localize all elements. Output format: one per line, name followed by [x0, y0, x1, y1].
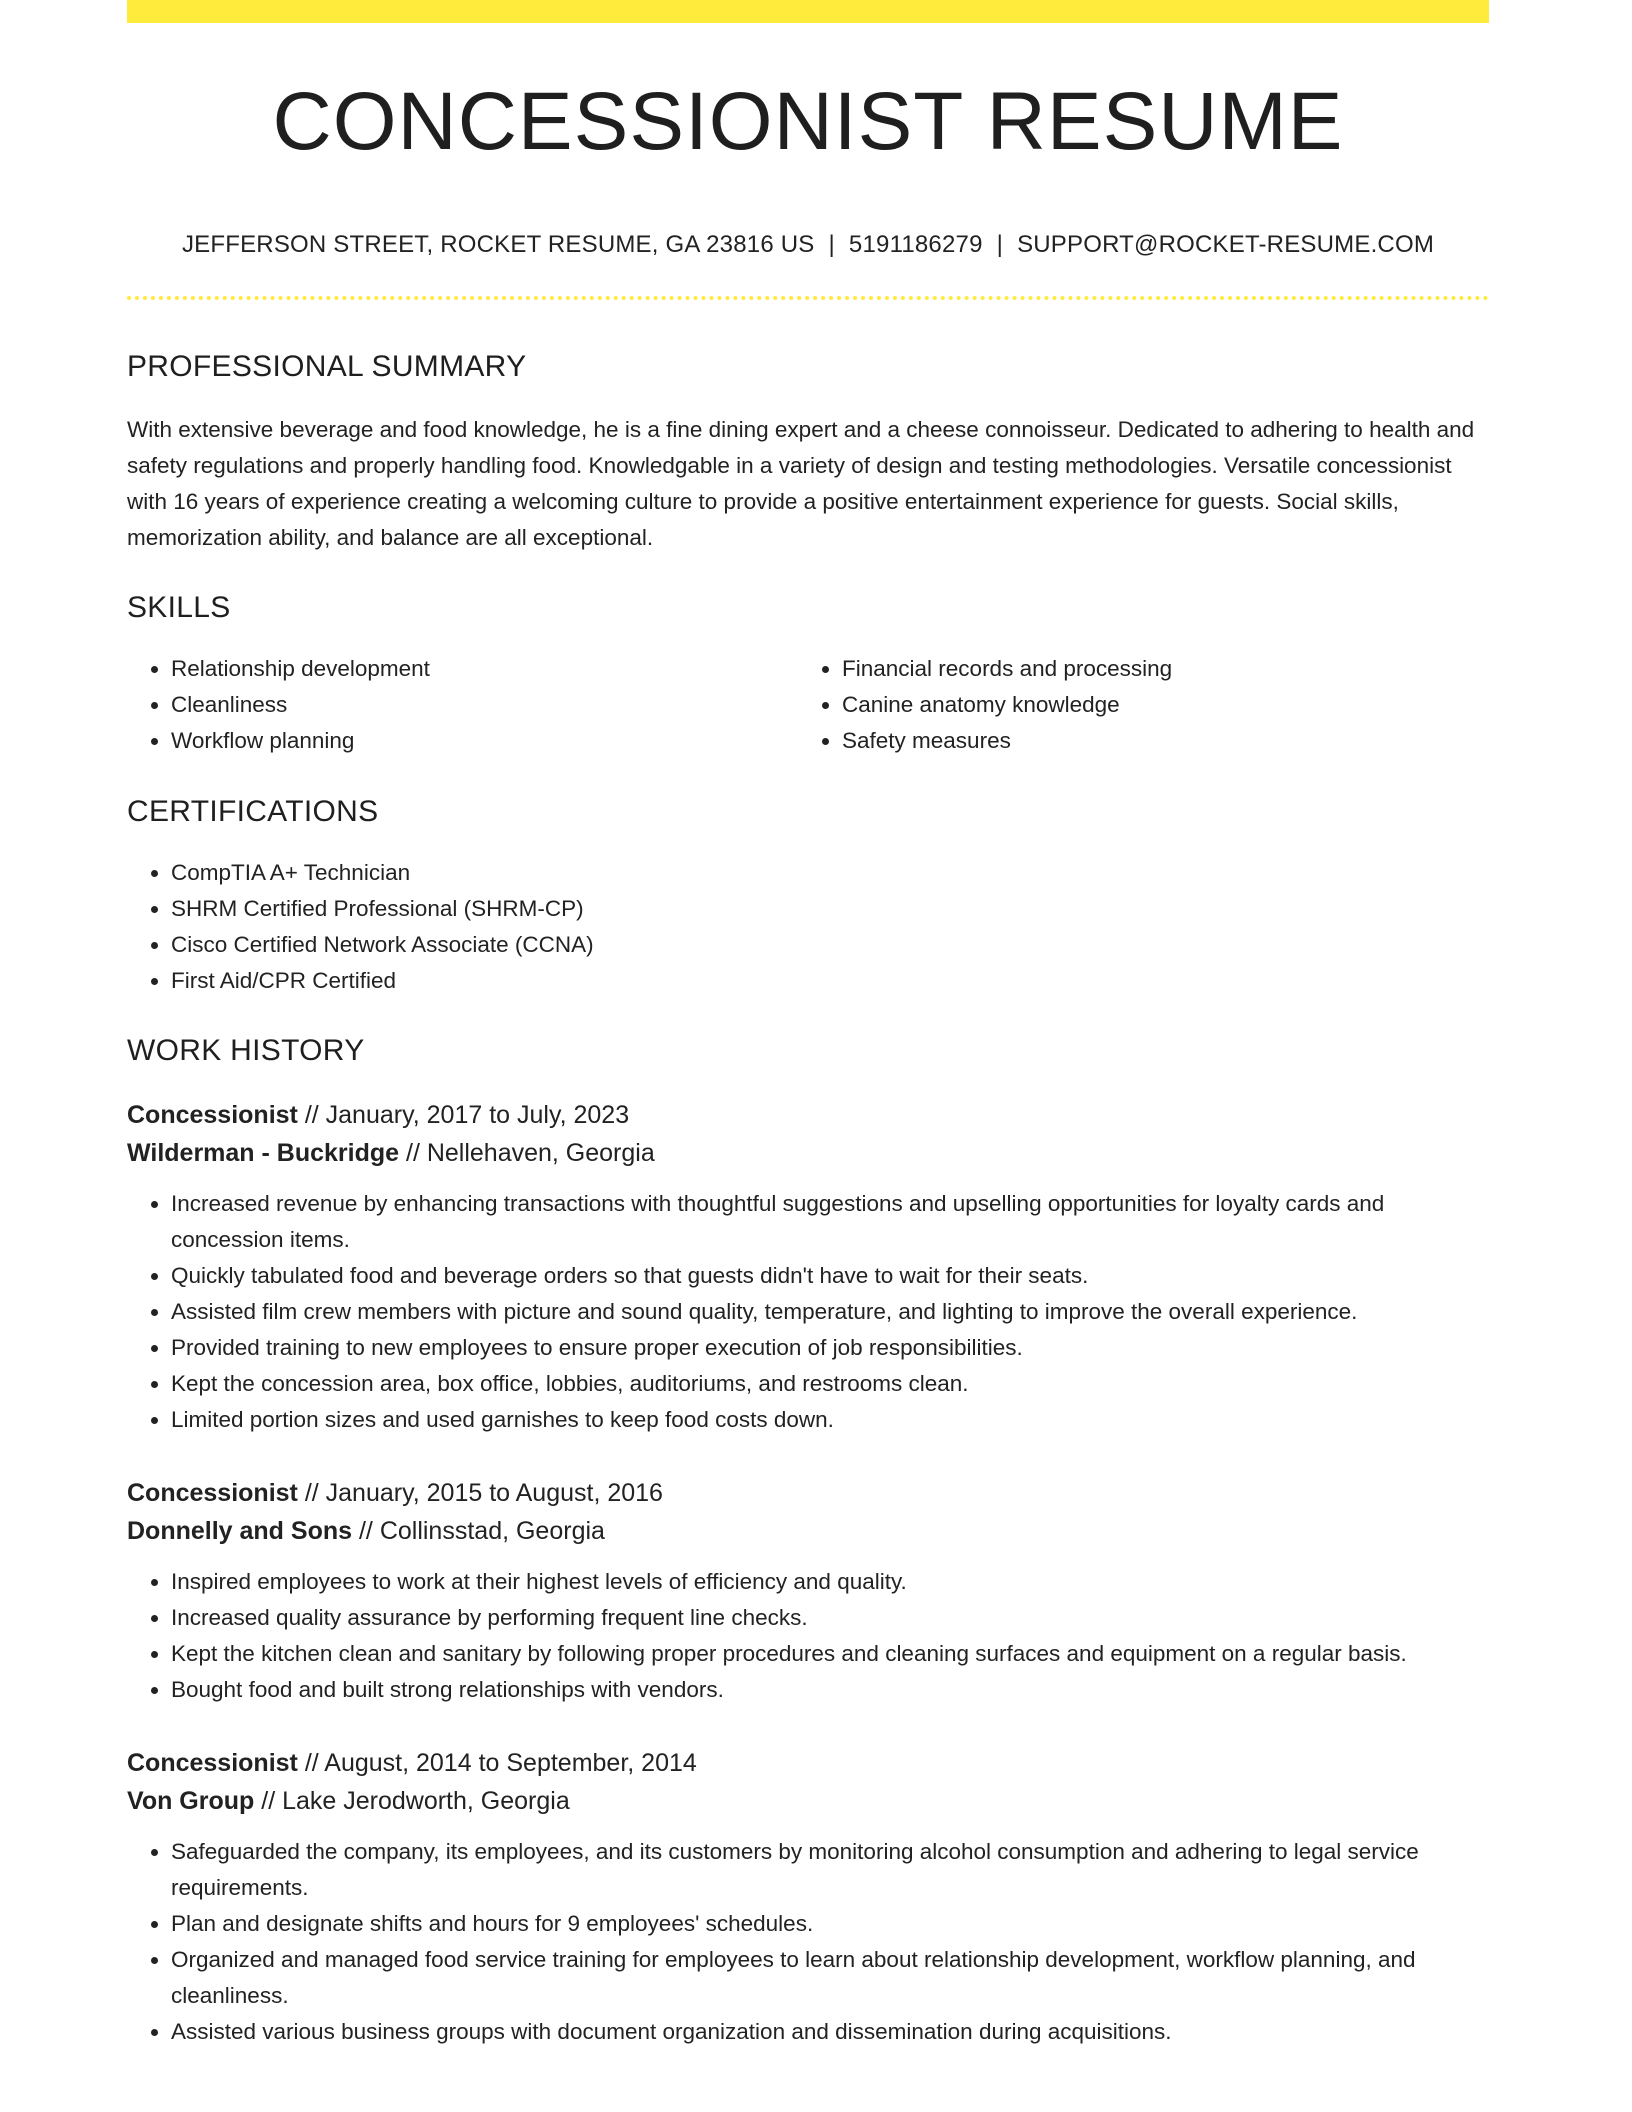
skills-column-right: [798, 651, 1469, 759]
skills-grid: [127, 651, 1489, 759]
list-item: • Assisted various business groups with document organization and dissemination during acquisitions.: [171, 2014, 1489, 2050]
contact-phone: 5191186279: [848, 231, 983, 258]
job-company-line: [127, 1512, 1489, 1550]
job-dates: // January, 2017 to July, 2023: [297, 1101, 630, 1129]
list-item: • Workflow planning: [171, 723, 798, 759]
skills-list-right: [798, 651, 1469, 759]
list-item: • Kept the kitchen clean and sanitary by following proper procedures and cleaning surfaces and equipment on a regular basis.: [171, 1636, 1489, 1672]
skills-section: [127, 593, 1489, 759]
list-item: • Kept the concession area, box office, lobbies, auditoriums, and restrooms clean.: [171, 1366, 1489, 1402]
contact-address: JEFFERSON STREET, ROCKET RESUME, GA 23816 US: [181, 231, 815, 258]
skills-heading: SKILLS: [127, 591, 231, 624]
list-item: • First Aid/CPR Certified: [171, 963, 1489, 999]
job-dates: // January, 2015 to August, 2016: [297, 1479, 663, 1507]
list-item: • Cisco Certified Network Associate (CCNA): [171, 927, 1489, 963]
contact-separator: |: [828, 231, 835, 258]
job-entry: [127, 1096, 1489, 1438]
job-company: Wilderman - Buckridge: [127, 1139, 400, 1167]
list-item: • Cleanliness: [171, 687, 798, 723]
certifications-list: [127, 855, 1489, 999]
work-history-section: [127, 1036, 1489, 2050]
certifications-heading: CERTIFICATIONS: [127, 795, 379, 828]
job-bullets: [127, 1834, 1489, 2050]
resume-title: CONCESSIONIST RESUME: [272, 76, 1344, 167]
job-title: Concessionist: [127, 1749, 298, 1777]
list-item: • Financial records and processing: [842, 651, 1469, 687]
job-entry: [127, 1744, 1489, 2050]
job-bullets: [127, 1186, 1489, 1438]
list-item: • SHRM Certified Professional (SHRM-CP): [171, 891, 1489, 927]
list-item: • Increased revenue by enhancing transactions with thoughtful suggestions and upselling opportunities for loyalty cards and concession items.: [171, 1186, 1489, 1258]
list-item: • Organized and managed food service training for employees to learn about relationship development, workflow planning, and cleanliness.: [171, 1942, 1489, 2014]
summary-section: [127, 352, 1489, 556]
skills-column-left: [127, 651, 798, 759]
job-company-line: [127, 1134, 1489, 1172]
job-title: Concessionist: [127, 1479, 298, 1507]
list-item: • Safety measures: [842, 723, 1469, 759]
dotted-divider: [127, 296, 1489, 300]
job-location: // Nellehaven, Georgia: [399, 1139, 655, 1167]
list-item: • CompTIA A+ Technician: [171, 855, 1489, 891]
job-title-line: [127, 1096, 1489, 1134]
job-company: Donnelly and Sons: [127, 1517, 353, 1545]
contact-email: SUPPORT@ROCKET-RESUME.COM: [1017, 231, 1435, 258]
list-item: • Provided training to new employees to ensure proper execution of job responsibilities.: [171, 1330, 1489, 1366]
accent-bar: [127, 0, 1489, 23]
job-title-line: [127, 1744, 1489, 1782]
work-history-heading: WORK HISTORY: [127, 1034, 365, 1067]
contact-line: [127, 233, 1489, 257]
job-company-line: [127, 1782, 1489, 1820]
skills-list-left: [127, 651, 798, 759]
list-item: • Canine anatomy knowledge: [842, 687, 1469, 723]
list-item: • Assisted film crew members with picture and sound quality, temperature, and lighting to improve the overall experience.: [171, 1294, 1489, 1330]
resume-page: [127, 0, 1489, 2050]
summary-heading: PROFESSIONAL SUMMARY: [127, 350, 527, 383]
job-dates: // August, 2014 to September, 2014: [297, 1749, 697, 1777]
job-title-line: [127, 1474, 1489, 1512]
contact-separator: |: [996, 231, 1004, 258]
list-item: • Bought food and built strong relationships with vendors.: [171, 1672, 1489, 1708]
job-company: Von Group: [127, 1787, 255, 1815]
job-title: Concessionist: [127, 1101, 298, 1129]
list-item: • Inspired employees to work at their highest levels of efficiency and quality.: [171, 1564, 1489, 1600]
job-location: // Collinsstad, Georgia: [352, 1517, 605, 1545]
list-item: • Safeguarded the company, its employees, and its customers by monitoring alcohol consumption and adhering to legal service requirements.: [171, 1834, 1489, 1906]
job-entry: [127, 1474, 1489, 1708]
list-item: • Relationship development: [171, 651, 798, 687]
list-item: • Increased quality assurance by performing frequent line checks.: [171, 1600, 1489, 1636]
certifications-section: [127, 797, 1489, 999]
list-item: • Limited portion sizes and used garnishes to keep food costs down.: [171, 1402, 1489, 1438]
summary-text: With extensive beverage and food knowledge, he is a fine dining expert and a cheese connoisseur. Dedicated to adhering to health and safety regulations and properly handling food. Knowledgable in a variety of design and testing methodologies. Versatile concessionist with 16 years of experience creating a welcoming culture to provide a positive entertainment experience for guests. Social skills, memorization ability, and balance are all exceptional.: [127, 417, 1475, 550]
job-location: // Lake Jerodworth, Georgia: [254, 1787, 570, 1815]
job-bullets: [127, 1564, 1489, 1708]
list-item: • Plan and designate shifts and hours for 9 employees' schedules.: [171, 1906, 1489, 1942]
list-item: • Quickly tabulated food and beverage orders so that guests didn't have to wait for their seats.: [171, 1258, 1489, 1294]
